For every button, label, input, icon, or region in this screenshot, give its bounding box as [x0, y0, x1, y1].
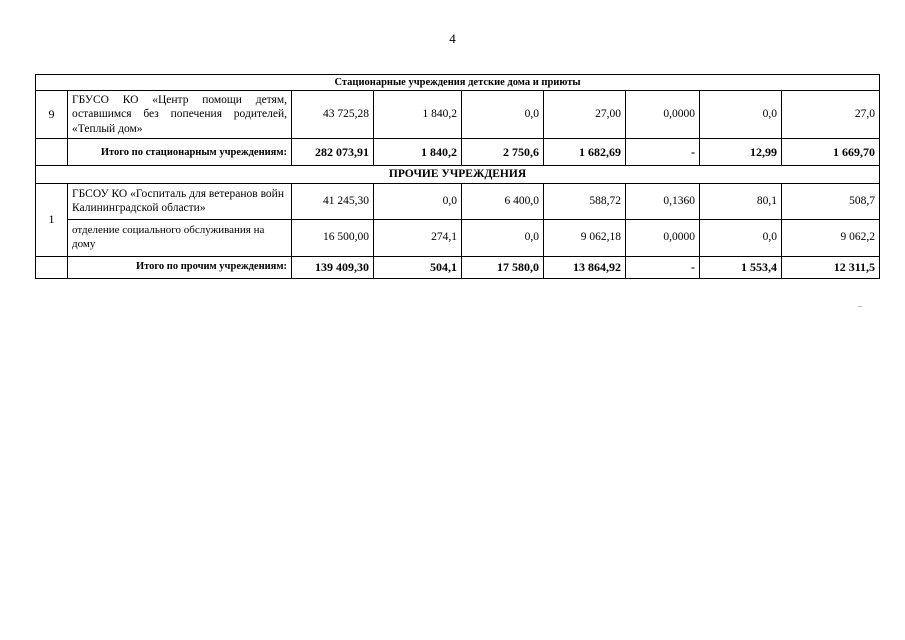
cell-value: 1 553,4	[700, 256, 782, 278]
cell-value: -	[626, 256, 700, 278]
table-row	[36, 183, 880, 219]
subtotal-label: Итого по прочим учреждениям:	[68, 256, 292, 278]
row-number: 9	[36, 91, 68, 139]
cell-value: 0,1360	[626, 183, 700, 219]
cell-value: 41 245,30	[292, 183, 374, 219]
cell-value: 0,0	[374, 183, 462, 219]
page-number: 4	[449, 31, 456, 46]
empty-cell	[36, 139, 68, 166]
subtotal-row-stationary	[36, 139, 880, 166]
cell-value: 0,0	[700, 219, 782, 256]
cell-value: 27,00	[544, 91, 626, 139]
scan-speck	[858, 306, 862, 307]
section-header-stationary	[36, 75, 880, 91]
cell-value: 1 840,2	[374, 91, 462, 139]
table-row	[36, 219, 880, 256]
cell-value: 0,0000	[626, 219, 700, 256]
cell-value: -	[626, 139, 700, 166]
empty-cell	[36, 256, 68, 278]
cell-value: 1 682,69	[544, 139, 626, 166]
cell-value: 588,72	[544, 183, 626, 219]
cell-value: 6 400,0	[462, 183, 544, 219]
section-title: ПРОЧИЕ УЧРЕЖДЕНИЯ	[36, 166, 880, 183]
institution-name: ГБСОУ КО «Госпиталь для ветеранов войн Калининградской области»	[68, 183, 292, 219]
cell-value: 2 750,6	[462, 139, 544, 166]
cell-value: 1 840,2	[374, 139, 462, 166]
cell-value: 12 311,5	[782, 256, 880, 278]
subtotal-row-other	[36, 256, 880, 278]
cell-value: 1 669,70	[782, 139, 880, 166]
subtotal-label: Итого по стационарным учреждениям:	[68, 139, 292, 166]
cell-value: 504,1	[374, 256, 462, 278]
cell-value: 16 500,00	[292, 219, 374, 256]
institution-name: ГБУСО КО «Центр помощи детям, оставшимся без попечения родителей, «Теплый дом»	[68, 91, 292, 139]
cell-value: 508,7	[782, 183, 880, 219]
section-header-other	[36, 166, 880, 183]
budget-table	[35, 74, 880, 279]
department-name: отделение социального обслуживания на дому	[68, 219, 292, 256]
cell-value: 0,0	[700, 91, 782, 139]
cell-value: 0,0	[462, 219, 544, 256]
cell-value: 274,1	[374, 219, 462, 256]
cell-value: 9 062,2	[782, 219, 880, 256]
cell-value: 43 725,28	[292, 91, 374, 139]
table-row	[36, 91, 880, 139]
cell-value: 80,1	[700, 183, 782, 219]
cell-value: 13 864,92	[544, 256, 626, 278]
row-number: 1	[36, 183, 68, 256]
cell-value: 0,0000	[626, 91, 700, 139]
cell-value: 139 409,30	[292, 256, 374, 278]
cell-value: 27,0	[782, 91, 880, 139]
cell-value: 9 062,18	[544, 219, 626, 256]
cell-value: 0,0	[462, 91, 544, 139]
cell-value: 12,99	[700, 139, 782, 166]
cell-value: 282 073,91	[292, 139, 374, 166]
cell-value: 17 580,0	[462, 256, 544, 278]
section-title: Стационарные учреждения детские дома и приюты	[36, 75, 880, 91]
